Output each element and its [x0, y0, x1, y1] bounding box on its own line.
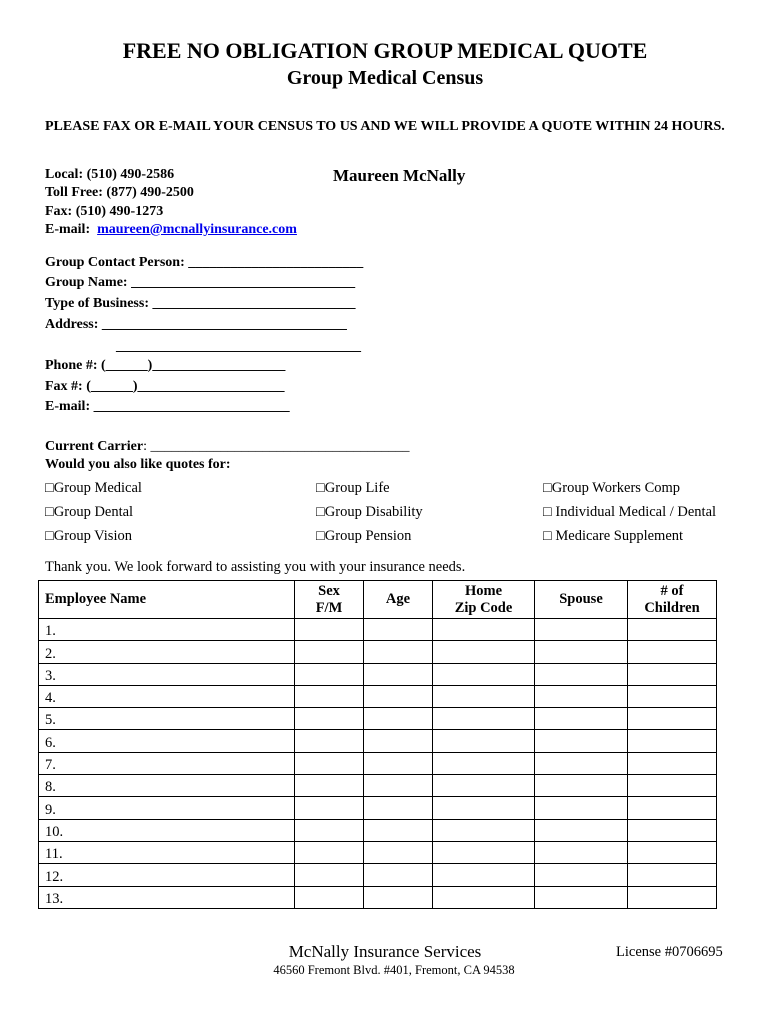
spouse-cell[interactable] — [535, 663, 628, 685]
row-number-cell[interactable]: 7. — [39, 752, 295, 774]
table-row — [39, 619, 717, 641]
children-cell[interactable] — [628, 730, 717, 752]
row-number-cell[interactable]: 2. — [39, 641, 295, 663]
zip-cell[interactable] — [433, 663, 535, 685]
zip-cell[interactable] — [433, 641, 535, 663]
checkbox-icon[interactable]: □ — [316, 480, 325, 496]
sex-cell[interactable] — [295, 864, 364, 886]
phone-field[interactable]: Phone #: (______)___________________ — [45, 358, 286, 373]
sex-cell[interactable] — [295, 775, 364, 797]
census-body — [39, 619, 717, 909]
zip-cell[interactable] — [433, 819, 535, 841]
option-group-disability[interactable]: □Group Disability — [316, 504, 423, 520]
children-cell[interactable] — [628, 619, 717, 641]
checkbox-icon[interactable]: □ — [45, 480, 54, 496]
age-cell[interactable] — [364, 685, 433, 707]
children-cell[interactable] — [628, 708, 717, 730]
spouse-cell[interactable] — [535, 864, 628, 886]
option-group-pension[interactable]: □Group Pension — [316, 528, 412, 544]
sex-cell[interactable] — [295, 752, 364, 774]
age-cell[interactable] — [364, 775, 433, 797]
age-cell[interactable] — [364, 886, 433, 908]
zip-cell[interactable] — [433, 886, 535, 908]
table-row — [39, 819, 717, 841]
table-row — [39, 886, 717, 908]
children-cell[interactable] — [628, 841, 717, 863]
header-children: # of Children — [628, 581, 717, 619]
spouse-cell[interactable] — [535, 775, 628, 797]
spouse-cell[interactable] — [535, 730, 628, 752]
children-cell[interactable] — [628, 775, 717, 797]
sex-cell[interactable] — [295, 730, 364, 752]
header-age: Age — [364, 581, 433, 619]
zip-cell[interactable] — [433, 864, 535, 886]
zip-cell[interactable] — [433, 708, 535, 730]
quotes-for-label: Would you also like quotes for: — [45, 457, 231, 472]
sex-cell[interactable] — [295, 619, 364, 641]
zip-cell[interactable] — [433, 619, 535, 641]
footer-company: McNally Insurance Services — [288, 942, 482, 961]
header-spouse: Spouse — [535, 581, 628, 619]
zip-cell[interactable] — [433, 685, 535, 707]
table-row — [39, 797, 717, 819]
age-cell[interactable] — [364, 730, 433, 752]
children-cell[interactable] — [628, 663, 717, 685]
spouse-cell[interactable] — [535, 841, 628, 863]
footer-address: 46560 Fremont Blvd. #401, Fremont, CA 94538 — [273, 963, 515, 977]
current-carrier-field[interactable] — [45, 439, 409, 455]
thank-you-text: Thank you. We look forward to assisting you with your insurance needs. — [45, 559, 466, 575]
row-number-cell[interactable]: 3. — [39, 663, 295, 685]
children-cell[interactable] — [628, 886, 717, 908]
age-cell[interactable] — [364, 841, 433, 863]
checkbox-icon[interactable]: □ — [543, 528, 552, 544]
header-zip: Home Zip Code — [433, 581, 535, 619]
spouse-cell[interactable] — [535, 708, 628, 730]
instructions-text: PLEASE FAX OR E-MAIL YOUR CENSUS TO US AND WE WILL PROVIDE A QUOTE WITHIN 24 HOURS. — [45, 119, 725, 134]
row-number-cell[interactable]: 9. — [39, 797, 295, 819]
spouse-cell[interactable] — [535, 685, 628, 707]
contact-fax: Fax: (510) 490-1273 — [45, 204, 164, 219]
page-subtitle: Group Medical Census — [286, 67, 484, 89]
row-number-cell[interactable]: 1. — [39, 619, 295, 641]
age-cell[interactable] — [364, 708, 433, 730]
checkbox-icon[interactable]: □ — [543, 480, 552, 496]
age-cell[interactable] — [364, 864, 433, 886]
table-row — [39, 730, 717, 752]
current-carrier-label: Current Carrier — [45, 439, 144, 454]
table-row — [39, 641, 717, 663]
row-number-cell[interactable]: 8. — [39, 775, 295, 797]
page-title: FREE NO OBLIGATION GROUP MEDICAL QUOTE — [122, 38, 648, 63]
table-row — [39, 841, 717, 863]
option-group-workers-comp[interactable]: □Group Workers Comp — [543, 480, 681, 496]
spouse-cell[interactable] — [535, 797, 628, 819]
spouse-cell[interactable] — [535, 752, 628, 774]
address-field-line-1[interactable]: Address: ___________________________________ — [45, 317, 347, 332]
sex-cell[interactable] — [295, 708, 364, 730]
checkbox-icon[interactable]: □ — [45, 504, 54, 520]
email-link[interactable]: maureen@mcnallyinsurance.com — [97, 222, 297, 237]
table-row — [39, 752, 717, 774]
row-number-cell[interactable]: 10. — [39, 819, 295, 841]
sex-cell[interactable] — [295, 841, 364, 863]
agent-name: Maureen McNally — [333, 166, 466, 185]
age-cell[interactable] — [364, 797, 433, 819]
footer-license: License #0706695 — [616, 944, 723, 960]
spouse-cell[interactable] — [535, 886, 628, 908]
children-cell[interactable] — [628, 752, 717, 774]
age-cell[interactable] — [364, 752, 433, 774]
local-phone: Local: (510) 490-2586 — [45, 167, 175, 182]
table-row — [39, 685, 717, 707]
age-cell[interactable] — [364, 619, 433, 641]
zip-cell[interactable] — [433, 730, 535, 752]
age-cell[interactable] — [364, 641, 433, 663]
sex-cell[interactable] — [295, 797, 364, 819]
fax-field[interactable]: Fax #: (______)_____________________ — [45, 379, 285, 394]
checkbox-icon[interactable]: □ — [45, 528, 54, 544]
address-field-line-2[interactable]: ___________________________________ — [116, 339, 361, 354]
children-cell[interactable] — [628, 685, 717, 707]
sex-cell[interactable] — [295, 819, 364, 841]
current-carrier-blank: : _____________________________________ — [143, 439, 410, 454]
email-label: E-mail: — [45, 222, 91, 237]
table-row — [39, 775, 717, 797]
age-cell[interactable] — [364, 663, 433, 685]
spouse-cell[interactable] — [535, 819, 628, 841]
option-group-dental[interactable]: □Group Dental — [45, 504, 134, 520]
zip-cell[interactable] — [433, 775, 535, 797]
zip-cell[interactable] — [433, 752, 535, 774]
row-number-cell[interactable]: 6. — [39, 730, 295, 752]
table-row — [39, 708, 717, 730]
checkbox-icon[interactable]: □ — [543, 504, 552, 520]
sex-cell[interactable] — [295, 886, 364, 908]
checkbox-icon[interactable]: □ — [316, 504, 325, 520]
option-group-life[interactable]: □Group Life — [316, 480, 390, 496]
zip-cell[interactable] — [433, 797, 535, 819]
type-of-business-field[interactable]: Type of Business: _____________________________ — [45, 296, 356, 311]
census-table — [38, 580, 717, 909]
header-sex: Sex F/M — [295, 581, 364, 619]
contact-email-line — [45, 222, 297, 238]
table-row — [39, 663, 717, 685]
email-field[interactable]: E-mail: ____________________________ — [45, 399, 290, 414]
option-medicare-supplement[interactable]: □ Medicare Supplement — [543, 528, 684, 544]
children-cell[interactable] — [628, 819, 717, 841]
row-number-cell[interactable]: 5. — [39, 708, 295, 730]
children-cell[interactable] — [628, 864, 717, 886]
row-number-cell[interactable]: 11. — [39, 841, 295, 863]
group-name-field[interactable]: Group Name: ________________________________ — [45, 275, 356, 290]
sex-cell[interactable] — [295, 641, 364, 663]
zip-cell[interactable] — [433, 841, 535, 863]
header-employee-name: Employee Name — [39, 581, 295, 619]
sex-cell[interactable] — [295, 663, 364, 685]
row-number-cell[interactable]: 4. — [39, 685, 295, 707]
census-header-row — [39, 581, 717, 619]
row-number-cell[interactable]: 13. — [39, 886, 295, 908]
toll-free-phone: Toll Free: (877) 490-2500 — [45, 185, 194, 200]
age-cell[interactable] — [364, 819, 433, 841]
children-cell[interactable] — [628, 797, 717, 819]
option-group-medical[interactable]: □Group Medical — [45, 480, 142, 496]
checkbox-icon[interactable]: □ — [316, 528, 325, 544]
group-contact-person-field[interactable]: Group Contact Person: _________________________ — [45, 255, 364, 270]
row-number-cell[interactable]: 12. — [39, 864, 295, 886]
spouse-cell[interactable] — [535, 641, 628, 663]
sex-cell[interactable] — [295, 685, 364, 707]
option-group-vision[interactable]: □Group Vision — [45, 528, 132, 544]
option-individual-medical-dental[interactable]: □ Individual Medical / Dental — [543, 504, 717, 520]
table-row — [39, 864, 717, 886]
spouse-cell[interactable] — [535, 619, 628, 641]
children-cell[interactable] — [628, 641, 717, 663]
